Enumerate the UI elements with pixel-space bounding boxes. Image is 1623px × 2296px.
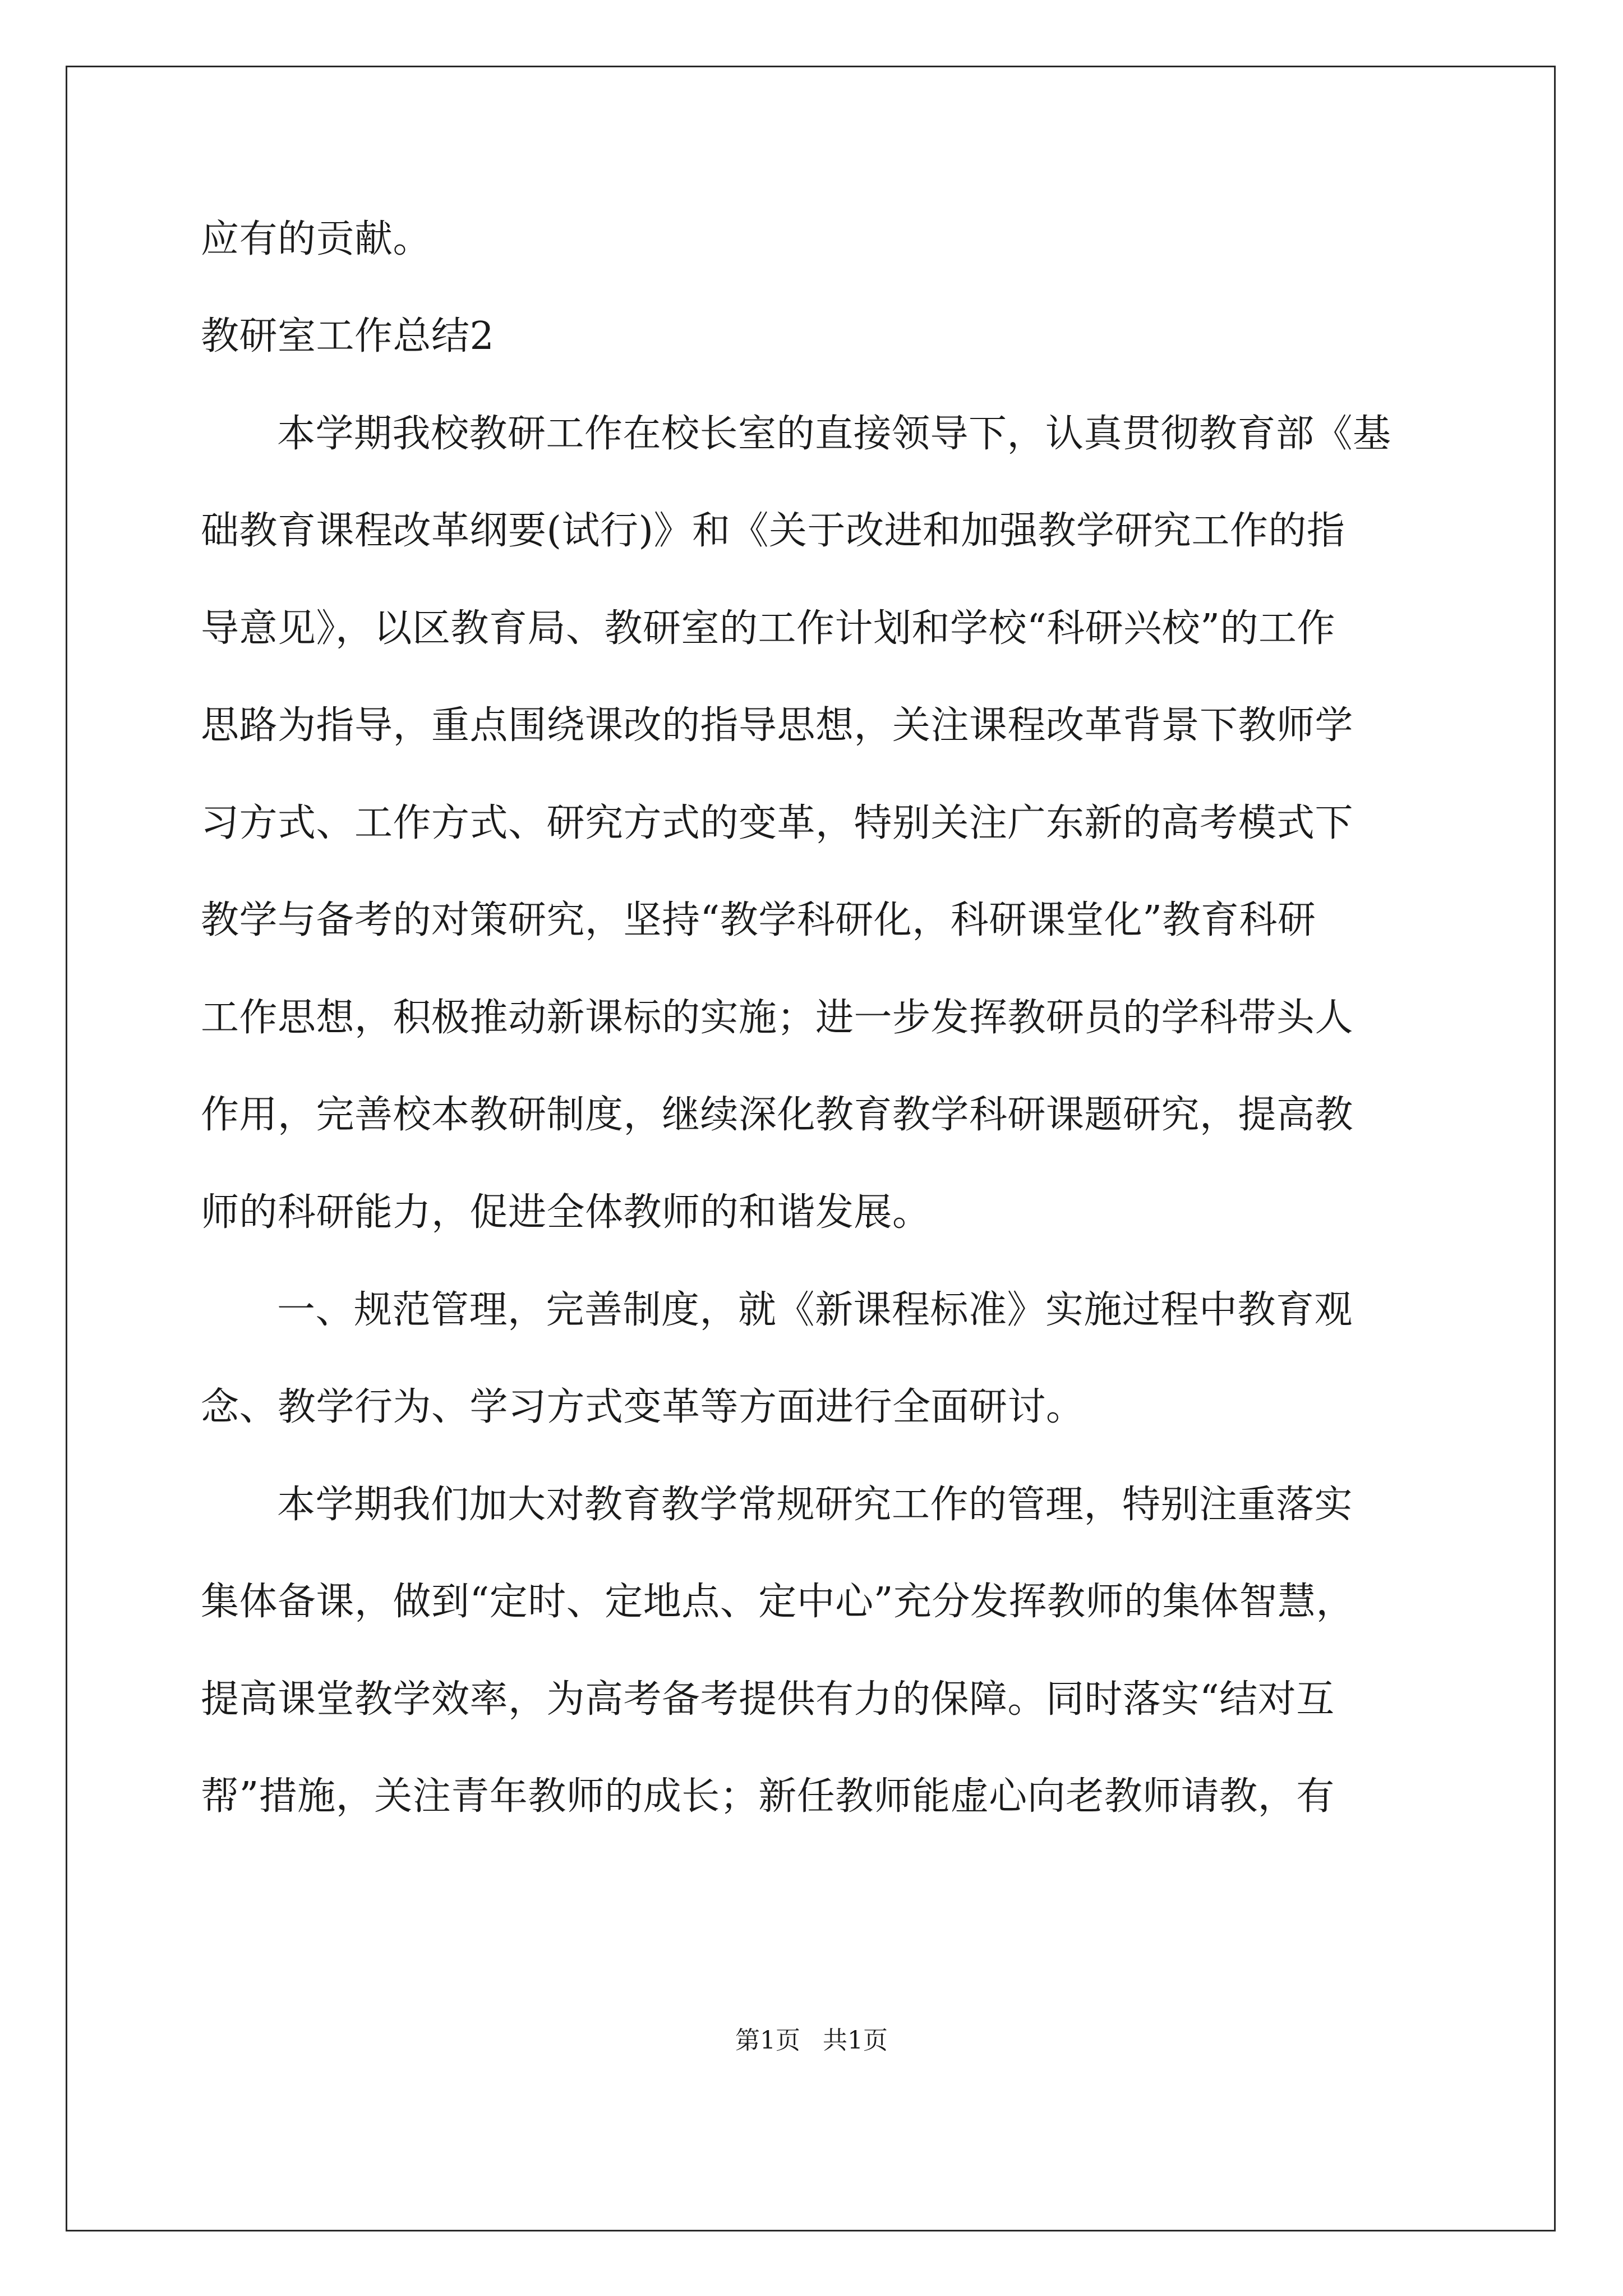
paragraph-line: 师的科研能力，促进全体教师的和谐发展。 [201, 1190, 931, 1235]
paragraph-line: 提高课堂教学效率，为高考备考提供有力的保障。同时落实“结对互 [201, 1677, 1335, 1722]
page-footer [0, 2024, 1623, 2058]
paragraph-line: 础教育课程改革纲要(试行)》和《关于改进和加强教学研究工作的指 [201, 509, 1345, 553]
paragraph-line: 一、规范管理，完善制度，就《新课程标准》实施过程中教育观 [277, 1288, 1353, 1332]
page-number: 第1页 [735, 2026, 800, 2055]
paragraph-line: 帮”措施，关注青年教师的成长；新任教师能虚心向老教师请教，有 [201, 1774, 1335, 1819]
paragraph-line: 思路为指导，重点围绕课改的指导思想，关注课程改革背景下教师学 [201, 703, 1354, 748]
document-body [201, 214, 1423, 1822]
paragraph-line: 教学与备考的对策研究，坚持“教学科研化，科研课堂化”教育科研 [201, 898, 1316, 942]
text-line: 应有的贡献。 [201, 217, 432, 261]
paragraph-line: 作用，完善校本教研制度，继续深化教育教学科研课题研究，提高教 [201, 1093, 1354, 1137]
page-total: 共1页 [823, 2026, 888, 2055]
paragraph-line: 导意见》，以区教育局、教研室的工作计划和学校“科研兴校”的工作 [201, 606, 1336, 651]
paragraph-line: 工作思想，积极推动新课标的实施；进一步发挥教研员的学科带头人 [201, 996, 1354, 1040]
paragraph-line: 本学期我们加大对教育教学常规研究工作的管理，特别注重落实 [277, 1483, 1353, 1527]
paragraph-line: 念、教学行为、学习方式变革等方面进行全面研讨。 [201, 1385, 1085, 1429]
paragraph-line: 习方式、工作方式、研究方式的变革，特别关注广东新的高考模式下 [201, 801, 1354, 845]
paragraph-line: 本学期我校教研工作在校长室的直接领导下，认真贯彻教育部《基 [277, 412, 1391, 456]
paragraph-line: 集体备课，做到“定时、定地点、定中心”充分发挥教师的集体智慧， [201, 1580, 1355, 1624]
section-heading: 教研室工作总结2 [201, 314, 495, 358]
